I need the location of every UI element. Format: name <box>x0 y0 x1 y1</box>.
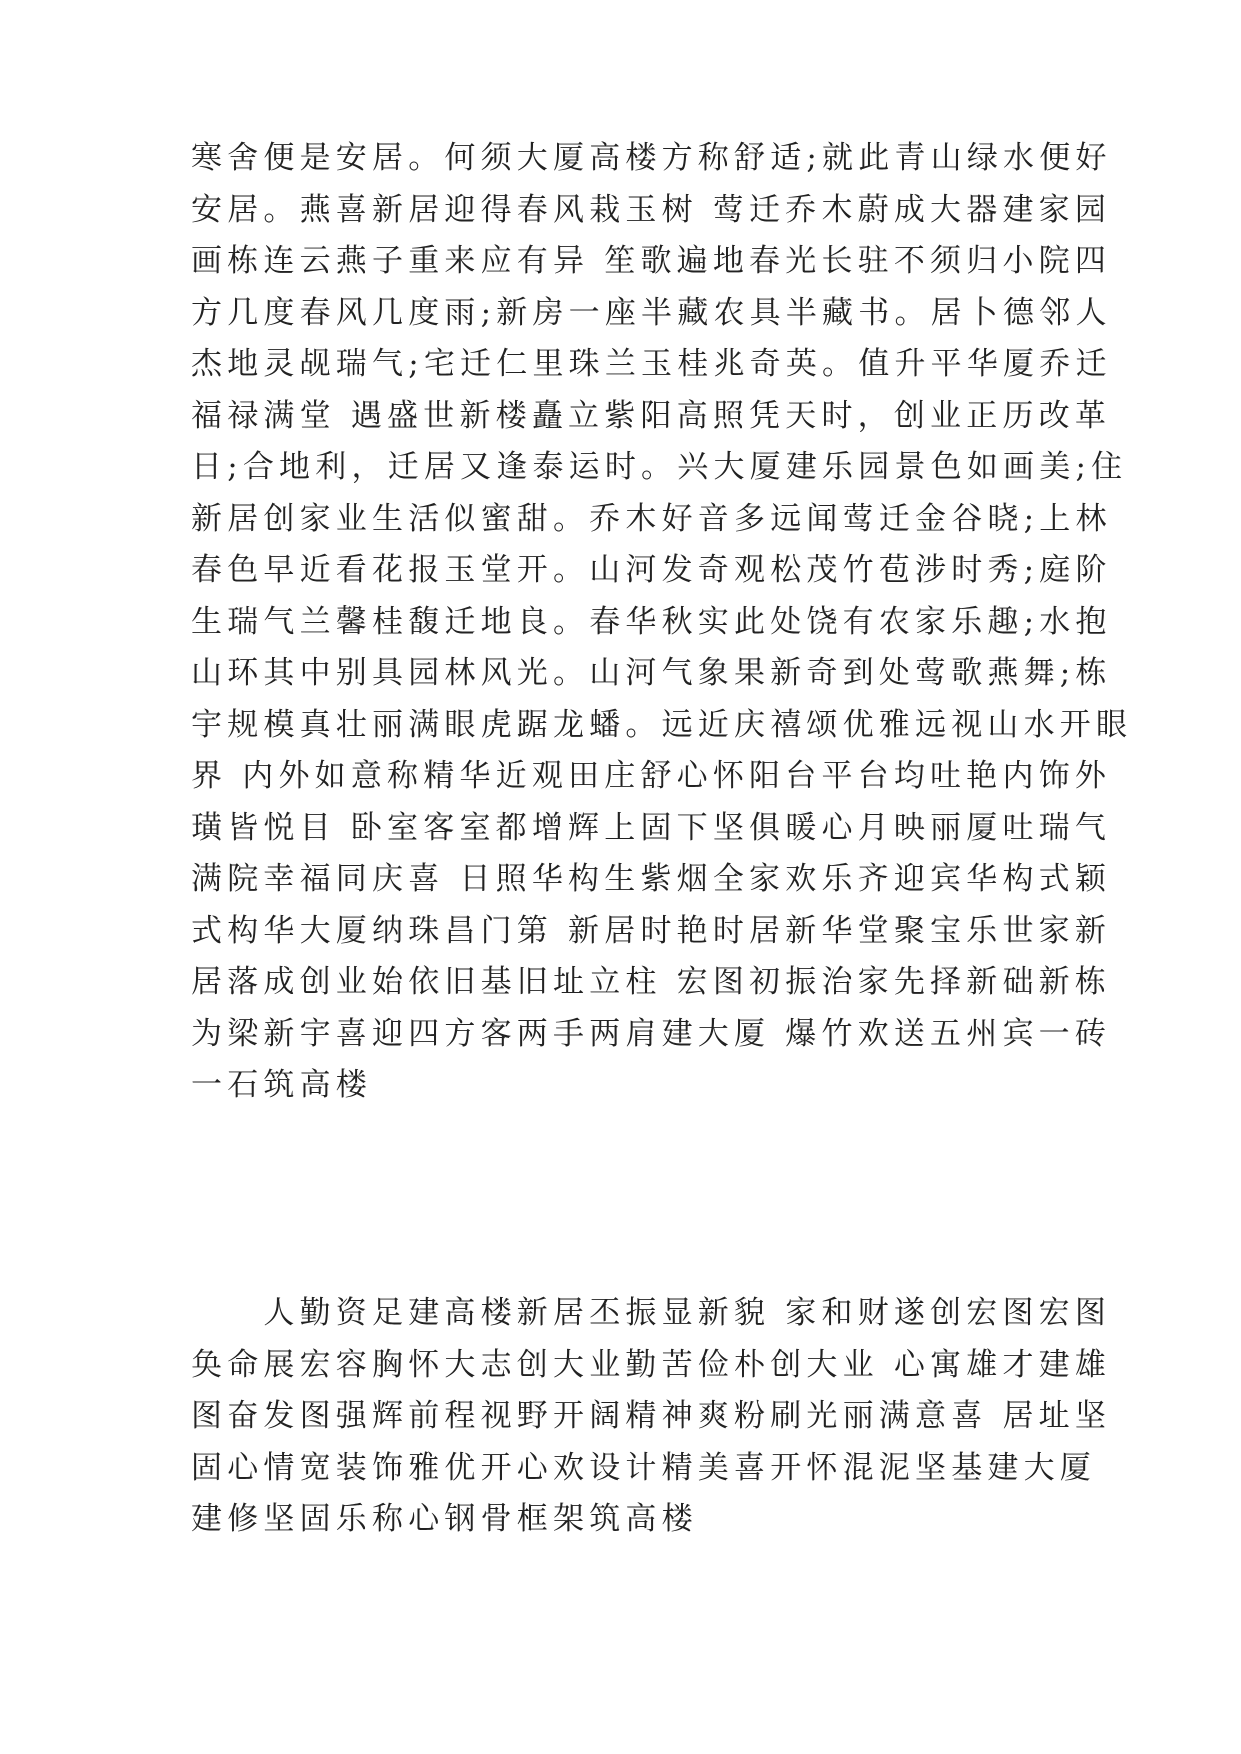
text-line: 人勤资足建高楼新居丕振显新貌 家和财遂创宏图宏图 <box>191 1295 1112 1331</box>
text-line: 山环其中别具园林风光。山河气象果新奇到处莺歌燕舞;栋 <box>191 655 1112 691</box>
text-line: 一石筑高楼 <box>191 1067 372 1103</box>
text-line: 满院幸福同庆喜 日照华构生紫烟全家欢乐齐迎宾华构式颖 <box>191 861 1112 897</box>
text-line: 图奋发图强辉前程视野开阔精神爽粉刷光丽满意喜 居址坚 <box>191 1398 1112 1434</box>
text-line: 宇规模真壮丽满眼虎踞龙蟠。远近庆禧颂优雅远视山水开眼 <box>191 706 1133 743</box>
text-line: 生瑞气兰馨桂馥迁地良。春华秋实此处饶有农家乐趣;水抱 <box>191 603 1112 640</box>
text-line: 方几度春风几度雨;新房一座半藏农具半藏书。居卜德邻人 <box>191 294 1112 331</box>
text-line: 固心情宽装饰雅优开心欢设计精美喜开怀混泥坚基建大厦 <box>191 1449 1096 1486</box>
text-line: 福禄满堂 遇盛世新楼矗立紫阳高照凭天时，创业正历改革 <box>191 397 1112 434</box>
text-line: 居落成创业始依旧基旧址立柱 宏图初振治家先择新础新栋 <box>191 964 1112 1000</box>
paragraph-2 <box>191 1288 1112 1546</box>
text-line: 安居。燕喜新居迎得春风栽玉树 莺迁乔木蔚成大器建家园 <box>191 191 1112 228</box>
text-line: 式构华大厦纳珠昌门第 新居时艳时居新华堂聚宝乐世家新 <box>191 912 1112 949</box>
text-line: 界 内外如意称精华近观田庄舒心怀阳台平台均吐艳内饰外 <box>191 758 1112 794</box>
text-line: 寒舍便是安居。何须大厦高楼方称舒适;就此青山绿水便好 <box>191 140 1112 176</box>
text-line: 新居创家业生活似蜜甜。乔木好音多远闻莺迁金谷晓;上林 <box>191 500 1112 537</box>
text-line: 为梁新宇喜迎四方客两手两肩建大厦 爆竹欢送五州宾一砖 <box>191 1015 1112 1052</box>
text-line: 春色早近看花报玉堂开。山河发奇观松茂竹苞涉时秀;庭阶 <box>191 552 1112 588</box>
text-line: 画栋连云燕子重来应有异 笙歌遍地春光长驻不须归小院四 <box>191 243 1112 279</box>
text-line: 日;合地利，迁居又逢泰运时。兴大厦建乐园景色如画美;住 <box>191 449 1128 485</box>
text-line: 建修坚固乐称心钢骨框架筑高楼 <box>191 1501 698 1537</box>
text-line: 杰地灵觇瑞气;宅迁仁里珠兰玉桂兆奇英。值升平华厦乔迁 <box>191 346 1112 382</box>
paragraph-1 <box>191 133 1133 1112</box>
text-line: 奂命展宏容胸怀大志创大业勤苦俭朴创大业 心寓雄才建雄 <box>191 1346 1112 1383</box>
text-line: 璜皆悦目 卧室客室都增辉上固下坚俱暖心月映丽厦吐瑞气 <box>191 809 1112 846</box>
